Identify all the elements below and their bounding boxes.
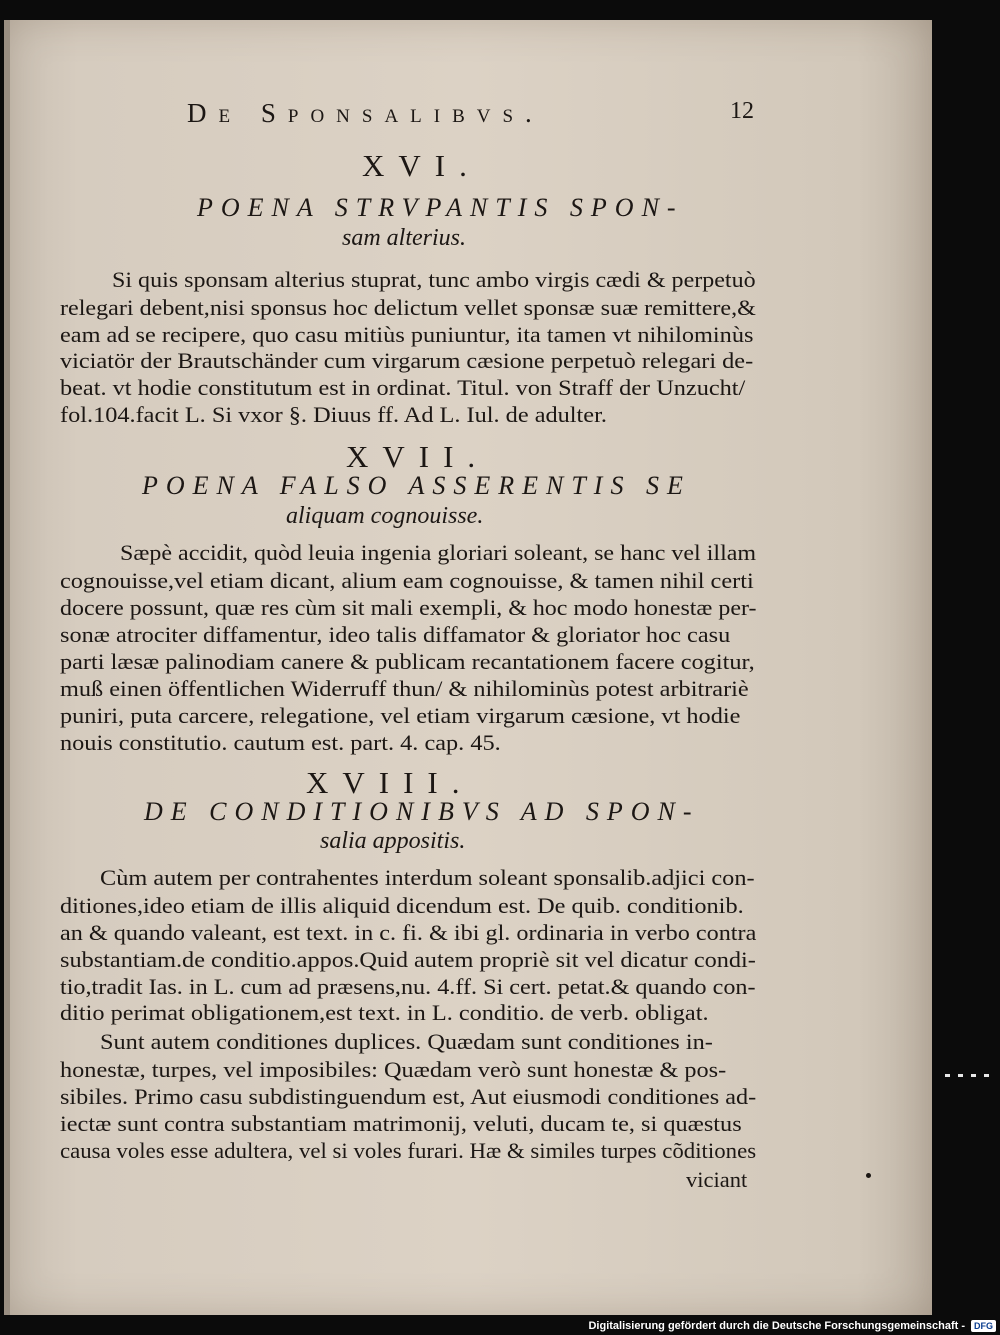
text-line: nouis constitutio. cautum est. part. 4. cap. 45. [60,730,501,755]
text-line: causa voles esse adultera, vel si voles furari. Hæ & similes turpes cõditiones [60,1138,757,1163]
text-line: Cùm autem per contrahentes interdum soleant sponsalib.adjici con- [100,865,755,890]
text-line: ditio perimat obligationem,est text. in L. conditio. de verb. obligat. [60,1000,709,1025]
footer-text: Digitalisierung gefördert durch die Deutsche Forschungsgemeinschaft - [588,1319,965,1332]
text-line: relegari debent,nisi sponsus hoc delictum vellet sponsæ suæ remittere,& [60,295,756,320]
text-line: Si quis sponsam alterius stuprat, tunc ambo virgis cædi & perpetuò [112,267,756,292]
text-line: honestæ, turpes, vel imposibiles: Quædam verò sunt honestæ & pos- [60,1057,727,1082]
text-line: Sæpè accidit, quòd leuia ingenia gloriari soleant, se hanc vel illam [120,540,757,565]
scan-edge-mark [958,1074,963,1077]
text-line: substantiam.de conditio.appos.Quid autem propriè sit vel dicatur condi- [60,947,756,972]
ink-speck [866,1173,871,1178]
text-line: puniri, puta carcere, relegatione, vel etiam virgarum cæsione, vt hodie [60,703,741,728]
catchword: viciant [686,1167,748,1192]
section-title: POENA STRVPANTIS SPON- [197,193,684,222]
text-line: cognouisse,vel etiam dicant, alium eam cognouisse, & tamen nihil certi [60,568,754,593]
text-line: eam ad se recipere, quo casu mitiùs puniuntur, ita tamen vt nihilominùs [60,322,754,347]
section-subtitle: sam alterius. [342,225,467,251]
section-title: DE CONDITIONIBVS AD SPON- [144,797,700,826]
text-line: ditiones,ideo etiam de illis aliquid dicendum est. De quib. conditionib. [60,893,744,918]
section-subtitle: aliquam cognouisse. [286,503,484,529]
page-number: 12 [730,98,754,124]
text-line: an & quando valeant, est text. in c. fi. & ibi gl. ordinaria in verbo contra [60,920,757,945]
running-head: De Sponsalibvs. [187,98,544,128]
text-line: sonæ atrociter diffamentur, ideo talis diffamator & gloriator hoc casu [60,622,731,647]
dfg-logo: DFG [971,1320,996,1332]
section-subtitle: salia appositis. [320,828,466,854]
scan-edge-mark [971,1074,976,1077]
text-line: sibiles. Primo casu subdistinguendum est, Aut eiusmodi conditiones ad- [60,1084,757,1109]
text-line: tio,tradit Ias. in L. cum ad præsens,nu. 4.ff. Si cert. petat.& quando con- [60,974,756,999]
section-numeral: XVII. [346,439,490,474]
text-line: muß einen öffentlichen Widerruff thun/ & nihilominùs potest arbitrariè [60,676,749,701]
text-line: viciatör der Brautschänder cum virgarum cæsione perpetuò relegari de- [60,348,754,373]
section-numeral: XVI. [362,148,481,183]
text-line: Sunt autem conditiones duplices. Quædam sunt conditiones in- [100,1029,713,1054]
text-line: parti læsæ palinodiam canere & publicam recantationem facere cogitur, [60,649,755,674]
text-line: fol.104.facit L. Si vxor §. Diuus ff. Ad L. Iul. de adulter. [60,402,607,427]
text-line: docere possunt, quæ res cùm sit mali exempli, & hoc modo honestæ per- [60,595,757,620]
scan-edge-mark [984,1074,989,1077]
text-line: iectæ sunt contra substantiam matrimonij, veluti, ducam te, si quæstus [60,1111,742,1136]
text-line: beat. vt hodie constitutum est in ordinat. Titul. von Straff der Unzucht/ [60,375,746,400]
digitization-footer [588,1316,996,1335]
section-title: POENA FALSO ASSERENTIS SE [142,471,691,500]
book-page [4,20,932,1315]
section-numeral: XVIII. [306,765,474,800]
scan-edge-mark [945,1074,950,1077]
